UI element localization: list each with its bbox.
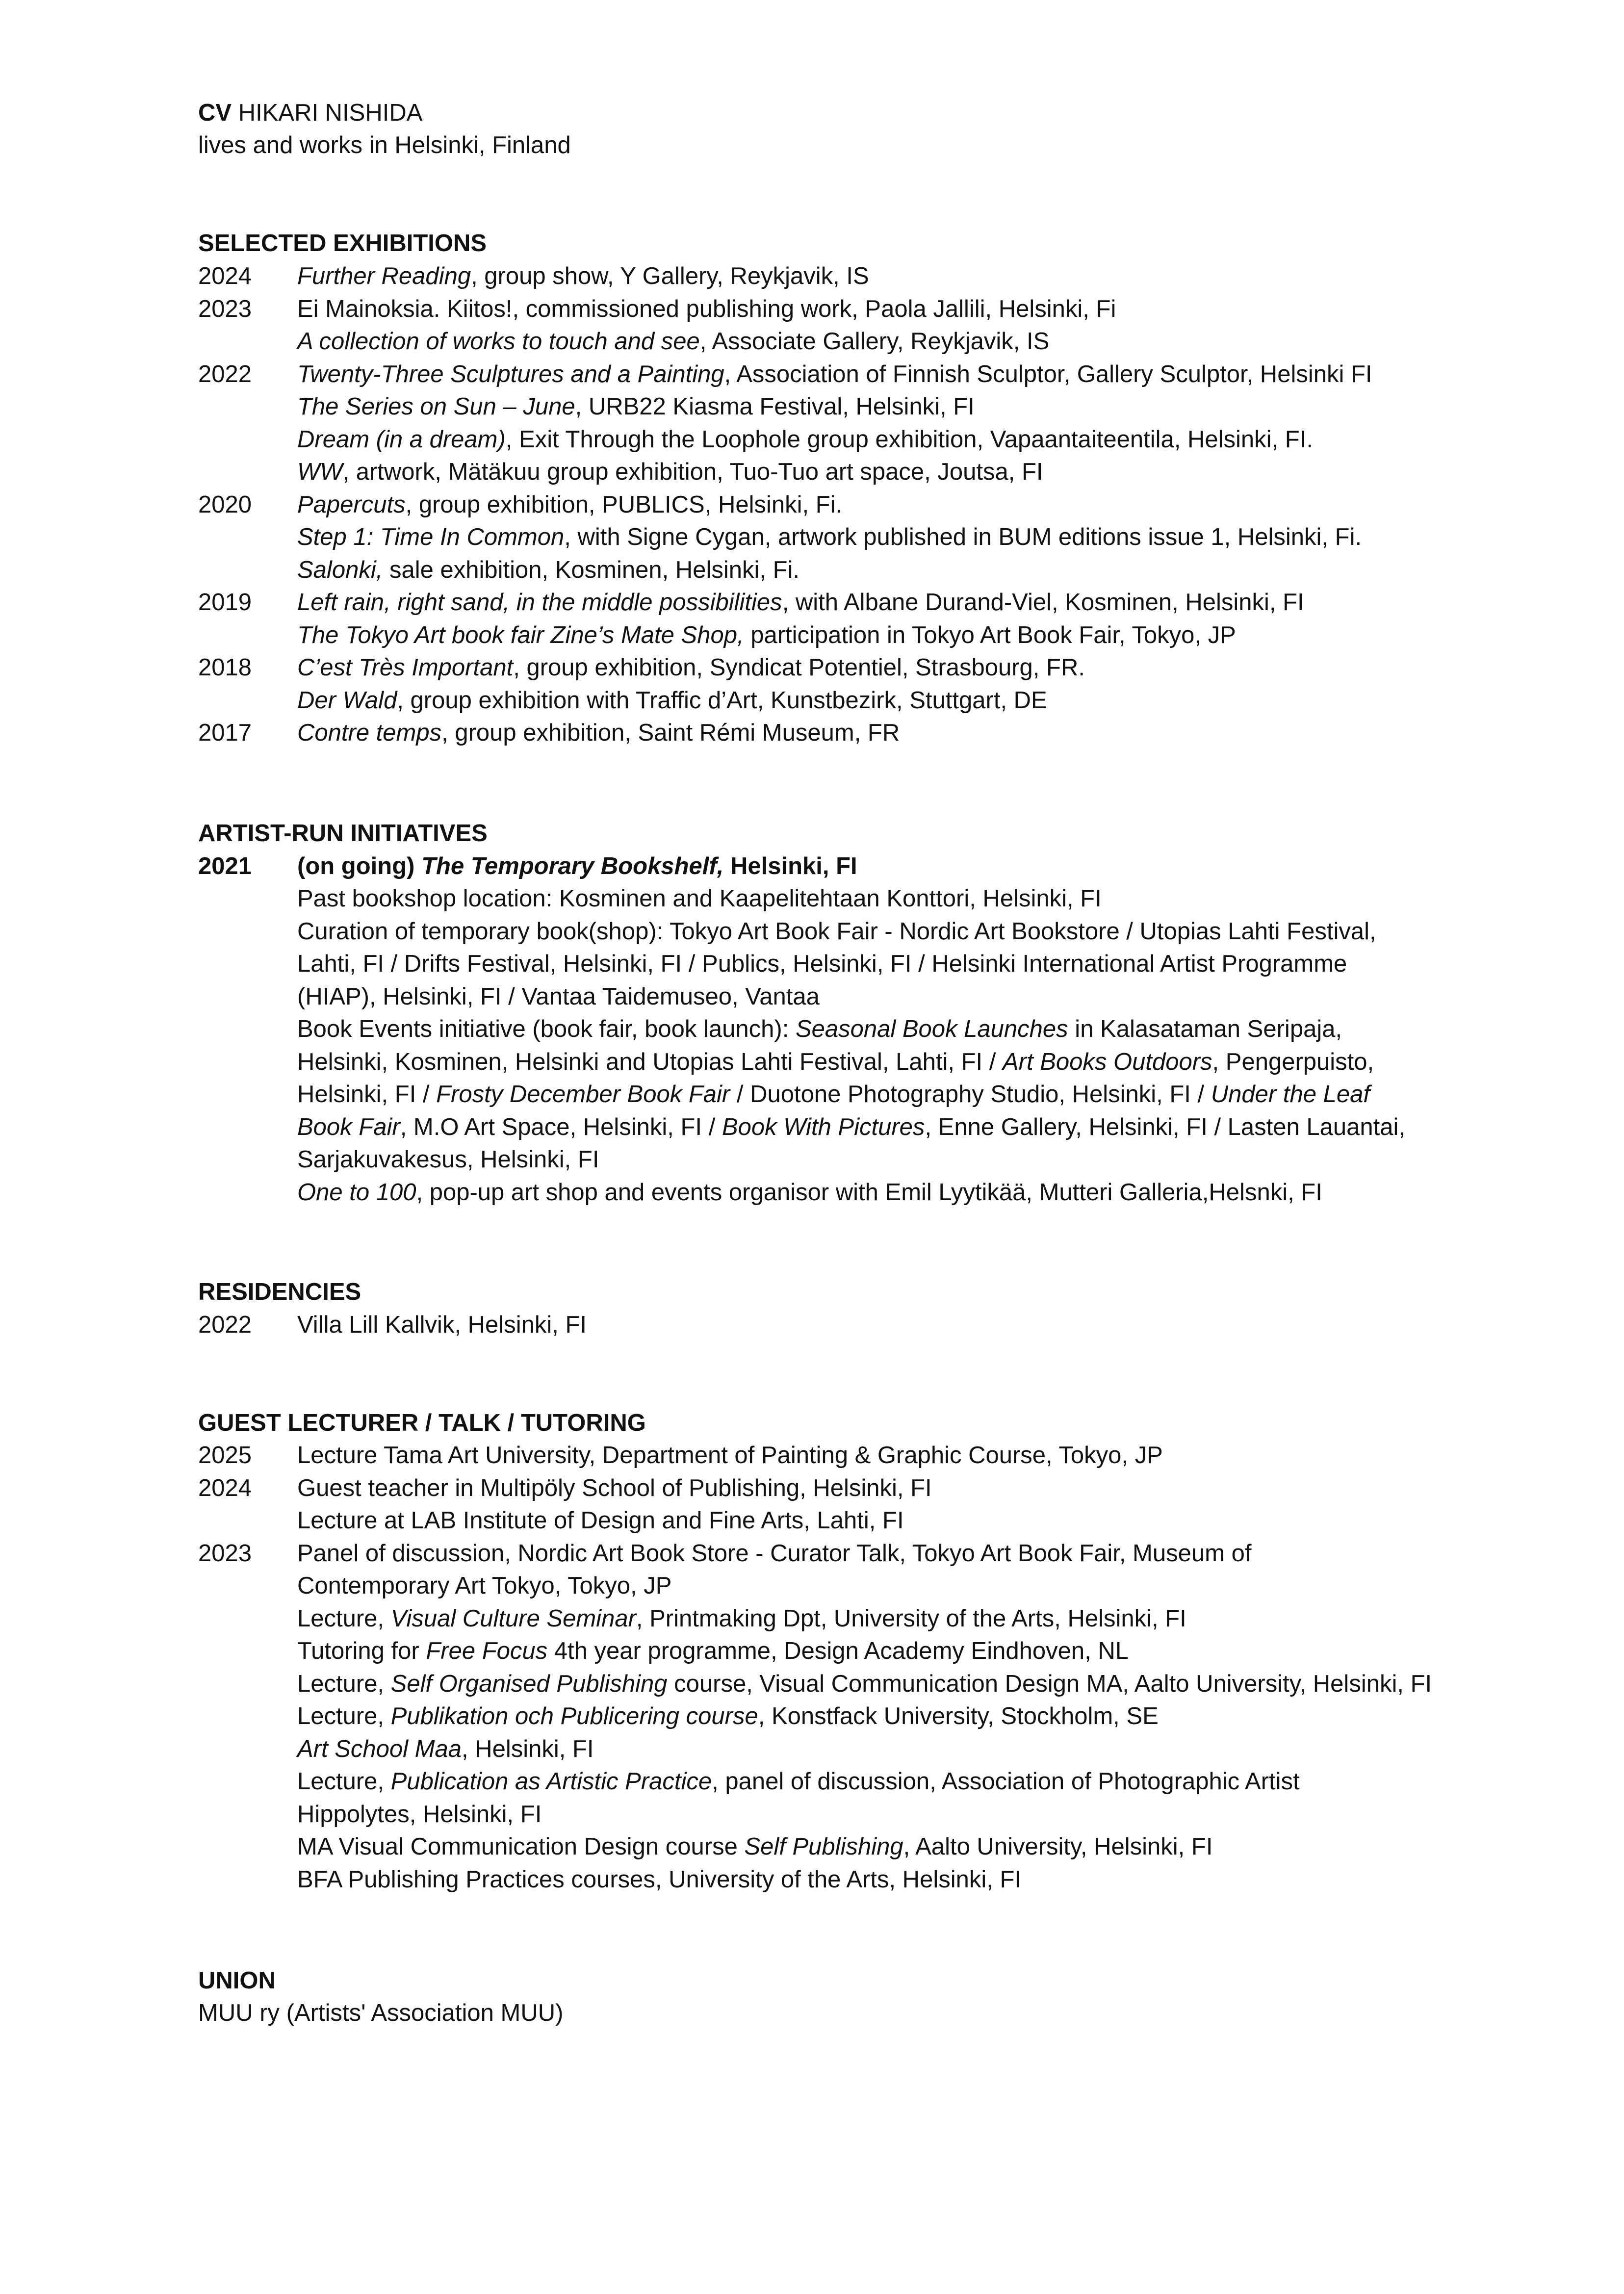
- lectures-heading: GUEST LECTURER / TALK / TUTORING: [198, 1410, 646, 1436]
- residency-year: 2022: [198, 1312, 252, 1338]
- lecture-entry: Art School Maa, Helsinki, FI: [297, 1736, 594, 1762]
- initiative-line: (HIAP), Helsinki, FI / Vantaa Taidemuseo, Vantaa: [297, 983, 820, 1010]
- exhibition-entry: Salonki, sale exhibition, Kosminen, Helsinki, Fi.: [297, 557, 800, 583]
- lecture-entry: Contemporary Art Tokyo, Tokyo, JP: [297, 1572, 672, 1599]
- initiative-line: Sarjakuvakesus, Helsinki, FI: [297, 1146, 599, 1173]
- initiative-line: Helsinki, FI / Frosty December Book Fair / Duotone Photography Studio, Helsinki, FI / Under the Leaf: [297, 1081, 1370, 1108]
- cv-title: [198, 101, 422, 125]
- lecture-entry: MA Visual Communication Design course Self Publishing, Aalto University, Helsinki, FI: [297, 1833, 1213, 1860]
- lecture-entry: Lecture, Visual Culture Seminar, Printmaking Dpt, University of the Arts, Helsinki, FI: [297, 1605, 1186, 1632]
- exhibition-year: 2017: [198, 720, 252, 746]
- lecture-entry: Hippolytes, Helsinki, FI: [297, 1801, 542, 1828]
- exhibitions-heading: SELECTED EXHIBITIONS: [198, 230, 487, 257]
- exhibition-entry: Dream (in a dream), Exit Through the Loophole group exhibition, Vapaantaiteentila, Helsinki, FI.: [297, 426, 1313, 453]
- exhibition-year: 2023: [198, 296, 252, 322]
- exhibition-entry: Der Wald, group exhibition with Traffic d’Art, Kunstbezirk, Stuttgart, DE: [297, 687, 1047, 714]
- artist-location: lives and works in Helsinki, Finland: [198, 132, 571, 158]
- initiative-line: Lahti, FI / Drifts Festival, Helsinki, FI / Publics, Helsinki, FI / Helsinki International Artist Programme: [297, 951, 1347, 977]
- initiative-year: 2021: [198, 853, 252, 879]
- residencies-heading: RESIDENCIES: [198, 1279, 361, 1305]
- exhibition-entry: Further Reading, group show, Y Gallery, Reykjavik, IS: [297, 263, 869, 289]
- lecture-entry: BFA Publishing Practices courses, University of the Arts, Helsinki, FI: [297, 1866, 1022, 1893]
- lecture-entry: Lecture, Self Organised Publishing course, Visual Communication Design MA, Aalto University, Helsinki, FI: [297, 1671, 1432, 1697]
- exhibition-year: 2024: [198, 263, 252, 289]
- exhibition-entry: Left rain, right sand, in the middle possibilities, with Albane Durand-Viel, Kosminen, Helsinki, FI: [297, 589, 1304, 616]
- residency-entry: Villa Lill Kallvik, Helsinki, FI: [297, 1312, 587, 1338]
- exhibition-entry: Ei Mainoksia. Kiitos!, commissioned publishing work, Paola Jallili, Helsinki, Fi: [297, 296, 1116, 322]
- exhibition-entry: C’est Très Important, group exhibition, Syndicat Potentiel, Strasbourg, FR.: [297, 654, 1085, 681]
- union-entry: MUU ry (Artists' Association MUU): [198, 2000, 564, 2026]
- lecture-entry: Lecture Tama Art University, Department of Painting & Graphic Course, Tokyo, JP: [297, 1442, 1163, 1469]
- initiatives-heading: ARTIST-RUN INITIATIVES: [198, 820, 488, 847]
- exhibition-entry: Papercuts, group exhibition, PUBLICS, Helsinki, Fi.: [297, 491, 843, 518]
- exhibition-entry: Contre temps, group exhibition, Saint Rémi Museum, FR: [297, 720, 900, 746]
- exhibition-year: 2022: [198, 361, 252, 387]
- exhibition-year: 2018: [198, 654, 252, 681]
- artist-name: HIKARI NISHIDA: [238, 100, 423, 126]
- lecture-entry: Lecture, Publication as Artistic Practice, panel of discussion, Association of Photographic Artist: [297, 1768, 1300, 1795]
- initiative-line: One to 100, pop-up art shop and events organisor with Emil Lyytikää, Mutteri Galleria,Helsnki, FI: [297, 1179, 1322, 1206]
- initiative-line: Book Fair, M.O Art Space, Helsinki, FI / Book With Pictures, Enne Gallery, Helsinki, FI / Lasten Lauantai,: [297, 1114, 1406, 1140]
- initiative-title: (on going) The Temporary Bookshelf, Helsinki, FI: [297, 853, 857, 879]
- exhibition-year: 2019: [198, 589, 252, 616]
- initiative-line: Past bookshop location: Kosminen and Kaapelitehtaan Konttori, Helsinki, FI: [297, 885, 1102, 912]
- exhibition-entry: The Series on Sun – June, URB22 Kiasma Festival, Helsinki, FI: [297, 393, 975, 420]
- union-heading: UNION: [198, 1967, 276, 1994]
- initiative-line: Book Events initiative (book fair, book launch): Seasonal Book Launches in Kalasataman Seripaja,: [297, 1016, 1342, 1042]
- lecture-entry: Panel of discussion, Nordic Art Book Store - Curator Talk, Tokyo Art Book Fair, Museum of: [297, 1540, 1252, 1567]
- lecture-entry: Lecture, Publikation och Publicering course, Konstfack University, Stockholm, SE: [297, 1703, 1159, 1729]
- lecture-entry: Tutoring for Free Focus 4th year programme, Design Academy Eindhoven, NL: [297, 1638, 1129, 1664]
- lecture-year: 2023: [198, 1540, 252, 1567]
- initiative-line: Helsinki, Kosminen, Helsinki and Utopias Lahti Festival, Lahti, FI / Art Books Outdoors, Pengerpuisto,: [297, 1049, 1374, 1075]
- exhibition-entry: Twenty-Three Sculptures and a Painting, Association of Finnish Sculptor, Gallery Sculptor, Helsinki FI: [297, 361, 1372, 387]
- lecture-year: 2025: [198, 1442, 252, 1469]
- cv-label: CV: [198, 100, 232, 126]
- exhibition-year: 2020: [198, 491, 252, 518]
- initiative-line: Curation of temporary book(shop): Tokyo Art Book Fair - Nordic Art Bookstore / Utopias Lahti Festival,: [297, 918, 1376, 945]
- lecture-year: 2024: [198, 1475, 252, 1501]
- exhibition-entry: Step 1: Time In Common, with Signe Cygan, artwork published in BUM editions issue 1, Helsinki, Fi.: [297, 524, 1362, 550]
- exhibition-entry: The Tokyo Art book fair Zine’s Mate Shop, participation in Tokyo Art Book Fair, Tokyo, JP: [297, 622, 1236, 648]
- exhibition-entry: A collection of works to touch and see, Associate Gallery, Reykjavik, IS: [297, 328, 1050, 355]
- lecture-entry: Lecture at LAB Institute of Design and Fine Arts, Lahti, FI: [297, 1507, 904, 1534]
- exhibition-entry: WW, artwork, Mätäkuu group exhibition, Tuo-Tuo art space, Joutsa, FI: [297, 459, 1043, 485]
- lecture-entry: Guest teacher in Multipöly School of Publishing, Helsinki, FI: [297, 1475, 932, 1501]
